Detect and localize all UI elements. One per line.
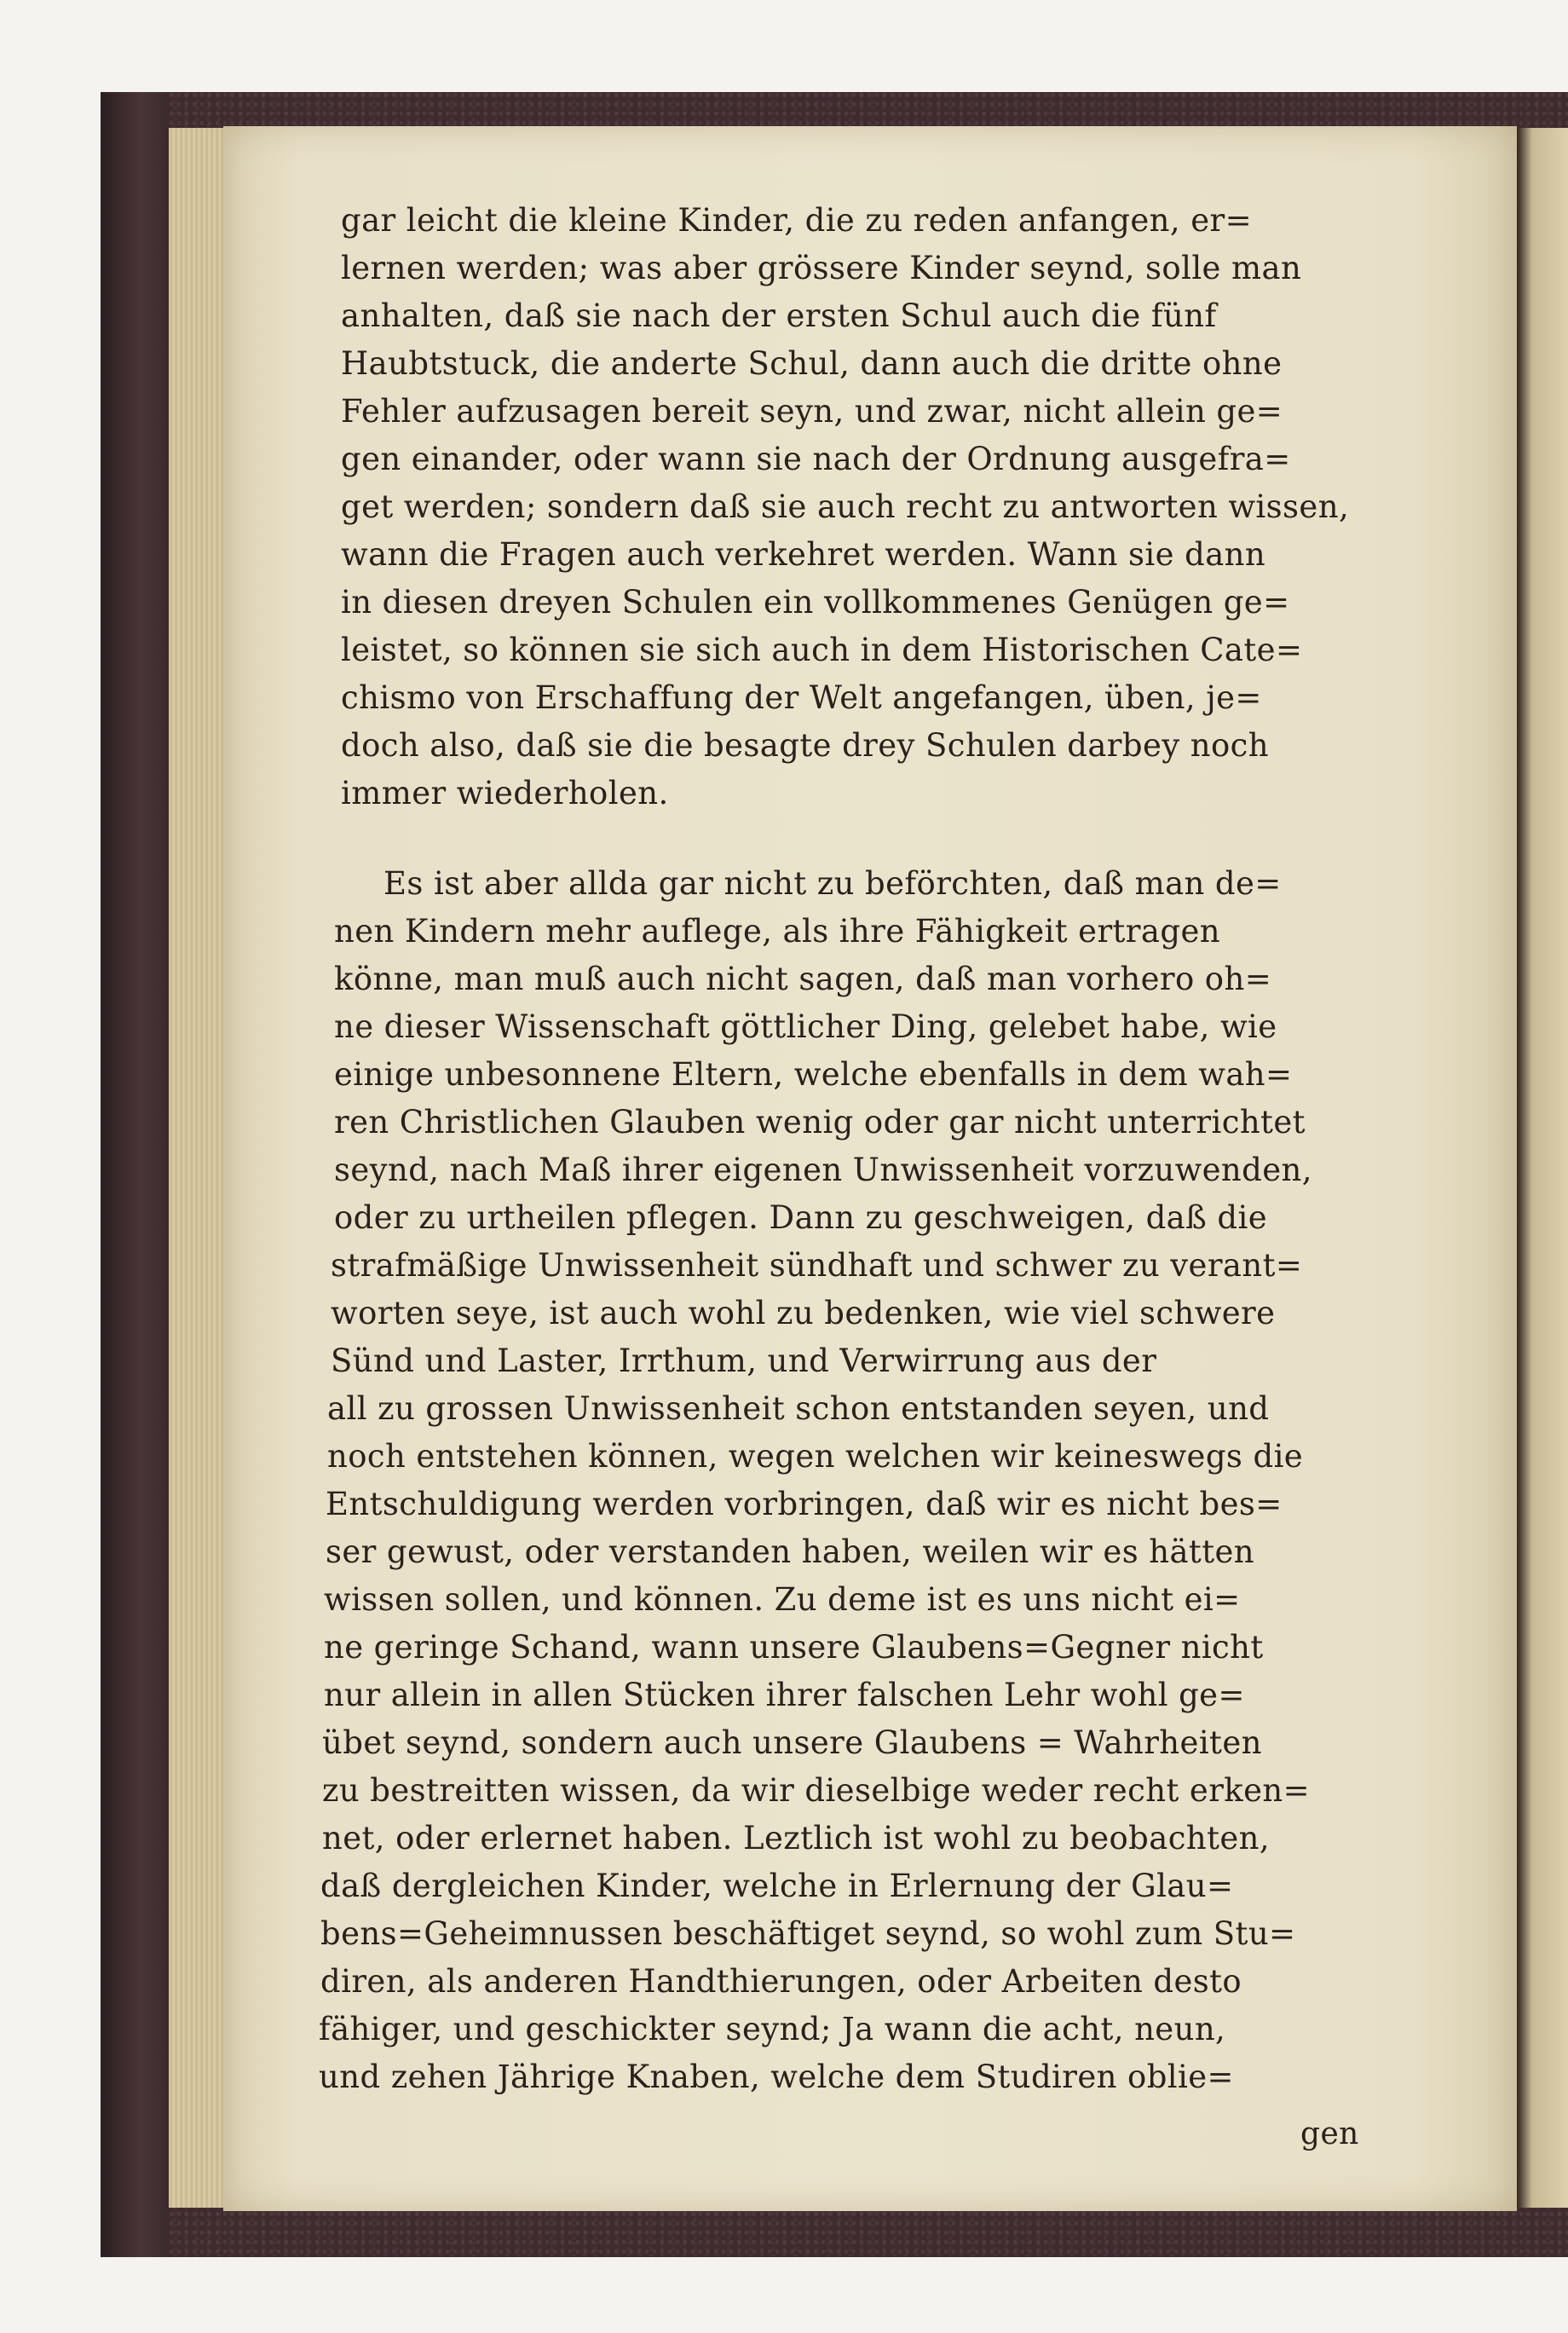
text-line: seynd, nach Maß ihrer eigenen Unwissenheit vorzuwenden, [334, 1152, 1312, 1188]
text-line: ne dieser Wissenschaft göttlicher Ding, gelebet habe, wie [334, 1008, 1277, 1045]
text-line: Sünd und Laster, Irrthum, und Verwirrung aus der [331, 1343, 1157, 1379]
text-line: get werden; sondern daß sie auch recht zu antworten wissen, [341, 488, 1350, 525]
text-line: und zehen Jährige Knaben, welche dem Studiren oblie= [319, 2059, 1234, 2095]
text-line: fähiger, und geschickter seynd; Ja wann die acht, neun, [319, 2011, 1226, 2047]
text-line: Haubtstuck, die anderte Schul, dann auch die dritte ohne [341, 345, 1283, 382]
text-line: chismo von Erschaffung der Welt angefangen, üben, je= [341, 679, 1262, 716]
text-line: Fehler aufzusagen bereit seyn, und zwar, nicht allein ge= [341, 393, 1283, 430]
text-line: leistet, so können sie sich auch in dem Historischen Cate= [341, 632, 1303, 668]
text-line: diren, als anderen Handthierungen, oder Arbeiten desto [320, 1963, 1242, 2000]
text-line: lernen werden; was aber grössere Kinder seynd, solle man [341, 250, 1302, 286]
text-line: einige unbesonnene Eltern, welche ebenfalls in dem wah= [334, 1056, 1293, 1093]
text-line: net, oder erlernet haben. Leztlich ist wohl zu beobachten, [322, 1820, 1271, 1857]
text-line: bens=Geheimnussen beschäftiget seynd, so wohl zum Stu= [320, 1915, 1296, 1952]
catchword: gen [1300, 2116, 1359, 2151]
spine-edge [101, 92, 169, 2257]
text-line: ren Christlichen Glauben wenig oder gar nicht unterrichtet [334, 1104, 1306, 1141]
text-line: wissen sollen, und können. Zu deme ist es uns nicht ei= [324, 1581, 1241, 1618]
text-line: ser gewust, oder verstanden haben, weilen wir es hätten [326, 1533, 1254, 1570]
text-line: doch also, daß sie die besagte drey Schulen darbey noch [341, 727, 1269, 764]
text-line: noch entstehen können, wegen welchen wir keineswegs die [327, 1438, 1304, 1475]
text-line: daß dergleichen Kinder, welche in Erlernung der Glau= [320, 1868, 1234, 1904]
text-line: in diesen dreyen Schulen ein vollkommenes Genügen ge= [341, 584, 1290, 621]
text-line: Entschuldigung werden vorbringen, daß wir es nicht bes= [326, 1486, 1283, 1522]
text-line: oder zu urtheilen pflegen. Dann zu geschweigen, daß die [334, 1199, 1268, 1236]
text-line: worten seye, ist auch wohl zu bedenken, wie viel schwere [331, 1295, 1276, 1331]
text-line: all zu grossen Unwissenheit schon entstanden seyen, und [327, 1390, 1270, 1427]
text-line: könne, man muß auch nicht sagen, daß man vorhero oh= [334, 961, 1272, 997]
text-line: ne geringe Schand, wann unsere Glaubens=Gegner nicht [324, 1629, 1264, 1666]
text-line: zu bestreitten wissen, da wir dieselbige weder recht erken= [322, 1772, 1311, 1809]
text-line: nur allein in allen Stücken ihrer falschen Lehr wohl ge= [324, 1677, 1245, 1713]
text-line: anhalten, daß sie nach der ersten Schul auch die fünf [341, 297, 1217, 334]
facing-page-edge [1517, 128, 1568, 2208]
text-line: gar leicht die kleine Kinder, die zu reden anfangen, er= [341, 202, 1253, 239]
text-line: übet seynd, sondern auch unsere Glaubens = Wahrheiten [322, 1724, 1262, 1761]
text-line: strafmäßige Unwissenheit sündhaft und schwer zu verant= [331, 1247, 1303, 1284]
text-line: immer wiederholen. [341, 775, 669, 811]
text-line: nen Kindern mehr auflege, als ihre Fähigkeit ertragen [334, 913, 1220, 950]
page-text [223, 126, 1517, 2211]
text-line: gen einander, oder wann sie nach der Ordnung ausgefra= [341, 441, 1291, 477]
page-edges [169, 128, 228, 2208]
text-line: wann die Fragen auch verkehret werden. Wann sie dann [341, 536, 1266, 573]
book-page [223, 126, 1517, 2211]
text-line: Es ist aber allda gar nicht zu beförchten, daß man de= [383, 865, 1282, 902]
